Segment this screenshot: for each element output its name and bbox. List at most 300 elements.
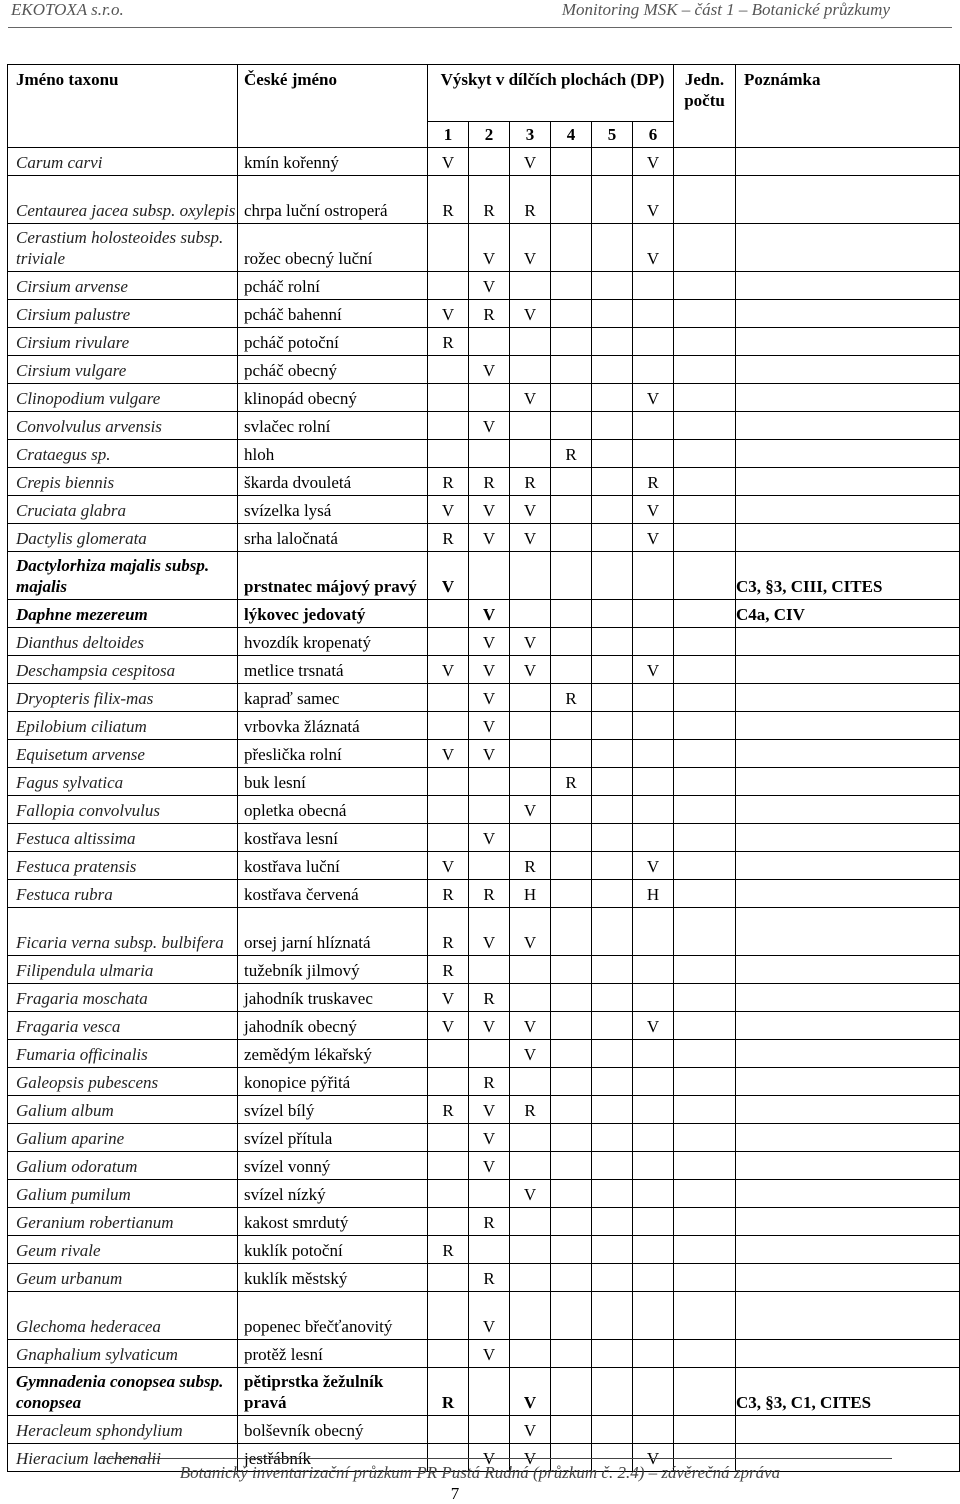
count-unit-cell <box>674 1292 736 1340</box>
occurrence-cell: V <box>469 656 510 684</box>
occurrence-cell <box>592 740 633 768</box>
count-unit-cell <box>674 176 736 224</box>
occurrence-cell: R <box>428 908 469 956</box>
occurrence-cell <box>592 1340 633 1368</box>
occurrence-cell <box>551 880 592 908</box>
latin-name-cell: Centaurea jacea subsp. oxylepis <box>8 176 238 224</box>
occurrence-cell <box>551 272 592 300</box>
czech-name-cell: svízel přítula <box>238 1124 428 1152</box>
occurrence-cell <box>510 824 551 852</box>
note-cell <box>736 176 960 224</box>
czech-name-cell: svízelka lysá <box>238 496 428 524</box>
latin-name-cell: Cirsium palustre <box>8 300 238 328</box>
occurrence-cell <box>551 908 592 956</box>
note-cell <box>736 1292 960 1340</box>
occurrence-cell: V <box>428 984 469 1012</box>
czech-name-cell: kostřava lesní <box>238 824 428 852</box>
czech-name-cell: srha laločnatá <box>238 524 428 552</box>
latin-name-cell: Cirsium vulgare <box>8 356 238 384</box>
latin-name-cell: Crataegus sp. <box>8 440 238 468</box>
occurrence-cell: R <box>551 440 592 468</box>
footer-text: Botanický inventarizační průzkum PR Pustá Rudná (průzkum č. 2.4) – závěrečná zpráva <box>179 1463 781 1482</box>
note-cell <box>736 148 960 176</box>
occurrence-cell <box>510 272 551 300</box>
page-number: 7 <box>450 1484 460 1503</box>
note-cell <box>736 984 960 1012</box>
occurrence-cell: V <box>469 908 510 956</box>
latin-name-cell: Galeopsis pubescens <box>8 1068 238 1096</box>
czech-name-cell: kuklík městský <box>238 1264 428 1292</box>
occurrence-cell <box>633 1040 674 1068</box>
note-cell <box>736 656 960 684</box>
plot-number: 4 <box>551 122 592 148</box>
occurrence-cell <box>469 384 510 412</box>
occurrence-cell <box>633 356 674 384</box>
occurrence-cell <box>551 328 592 356</box>
note-cell <box>736 1012 960 1040</box>
occurrence-cell: R <box>469 1208 510 1236</box>
occurrence-cell: V <box>469 600 510 628</box>
occurrence-cell <box>428 1180 469 1208</box>
czech-name-cell: kostřava červená <box>238 880 428 908</box>
occurrence-cell <box>633 1208 674 1236</box>
table-row <box>8 1068 960 1096</box>
czech-name-cell: hloh <box>238 440 428 468</box>
occurrence-cell: R <box>469 880 510 908</box>
note-cell: C4a, CIV <box>736 600 960 628</box>
occurrence-cell: V <box>510 1416 551 1444</box>
note-cell <box>736 1152 960 1180</box>
occurrence-cell <box>551 984 592 1012</box>
occurrence-cell: V <box>469 356 510 384</box>
occurrence-cell: R <box>469 984 510 1012</box>
occurrence-cell <box>551 852 592 880</box>
occurrence-cell <box>428 1264 469 1292</box>
table-row <box>8 984 960 1012</box>
occurrence-cell <box>510 412 551 440</box>
occurrence-cell <box>592 300 633 328</box>
occurrence-cell <box>551 552 592 600</box>
occurrence-cell <box>428 1340 469 1368</box>
occurrence-cell <box>510 1236 551 1264</box>
occurrence-cell <box>510 356 551 384</box>
occurrence-cell <box>551 176 592 224</box>
czech-name-cell: svízel vonný <box>238 1152 428 1180</box>
note-cell <box>736 300 960 328</box>
occurrence-cell <box>551 1368 592 1416</box>
occurrence-cell: V <box>633 524 674 552</box>
latin-name-cell: Festuca altissima <box>8 824 238 852</box>
count-unit-cell <box>674 1040 736 1068</box>
note-cell <box>736 712 960 740</box>
latin-name-cell: Cirsium arvense <box>8 272 238 300</box>
occurrence-cell: V <box>510 1444 551 1472</box>
latin-name-cell: Gymnadenia conopsea subsp. conopsea <box>8 1368 238 1416</box>
count-unit-cell <box>674 984 736 1012</box>
occurrence-cell <box>510 684 551 712</box>
count-unit-cell <box>674 1340 736 1368</box>
occurrence-cell <box>633 1096 674 1124</box>
occurrence-cell <box>551 356 592 384</box>
latin-name-cell: Gnaphalium sylvaticum <box>8 1340 238 1368</box>
occurrence-cell <box>592 328 633 356</box>
table-row <box>8 1416 960 1444</box>
occurrence-cell: V <box>469 1124 510 1152</box>
note-cell <box>736 328 960 356</box>
count-unit-cell <box>674 552 736 600</box>
occurrence-cell <box>592 984 633 1012</box>
note-cell <box>736 1180 960 1208</box>
occurrence-cell <box>469 852 510 880</box>
occurrence-cell: V <box>469 496 510 524</box>
latin-name-cell: Dactylis glomerata <box>8 524 238 552</box>
occurrence-cell: V <box>469 524 510 552</box>
table-row <box>8 300 960 328</box>
occurrence-cell <box>469 768 510 796</box>
czech-name-cell: svízel nízký <box>238 1180 428 1208</box>
table-row <box>8 468 960 496</box>
czech-name-cell: tužebník jilmový <box>238 956 428 984</box>
occurrence-cell <box>469 328 510 356</box>
latin-name-cell: Crepis biennis <box>8 468 238 496</box>
occurrence-cell: R <box>510 176 551 224</box>
latin-name-cell: Galium pumilum <box>8 1180 238 1208</box>
table-row <box>8 1180 960 1208</box>
latin-name-cell: Cirsium rivulare <box>8 328 238 356</box>
occurrence-cell <box>510 1208 551 1236</box>
occurrence-cell <box>551 1068 592 1096</box>
occurrence-cell <box>592 524 633 552</box>
table-row <box>8 1124 960 1152</box>
occurrence-cell: V <box>469 1340 510 1368</box>
note-cell <box>736 908 960 956</box>
table-row <box>8 440 960 468</box>
table-row <box>8 1152 960 1180</box>
occurrence-cell <box>469 1040 510 1068</box>
occurrence-cell <box>428 1124 469 1152</box>
occurrence-cell: V <box>633 384 674 412</box>
occurrence-cell <box>592 176 633 224</box>
occurrence-cell <box>592 356 633 384</box>
latin-name-cell: Fragaria vesca <box>8 1012 238 1040</box>
occurrence-cell: V <box>633 496 674 524</box>
table-row <box>8 796 960 824</box>
czech-name-cell: hvozdík kropenatý <box>238 628 428 656</box>
occurrence-cell <box>592 272 633 300</box>
occurrence-cell: V <box>510 628 551 656</box>
occurrence-cell <box>633 684 674 712</box>
occurrence-cell: V <box>510 224 551 272</box>
occurrence-cell <box>469 1236 510 1264</box>
occurrence-cell <box>428 824 469 852</box>
occurrence-cell <box>592 628 633 656</box>
occurrence-cell: V <box>510 148 551 176</box>
table-body <box>8 65 960 1472</box>
table-row <box>8 552 960 600</box>
occurrence-cell <box>592 1236 633 1264</box>
table-row <box>8 328 960 356</box>
czech-name-cell: orsej jarní hlíznatá <box>238 908 428 956</box>
czech-name-cell: svlačec rolní <box>238 412 428 440</box>
note-cell <box>736 956 960 984</box>
occurrence-cell <box>592 552 633 600</box>
occurrence-cell <box>592 768 633 796</box>
note-cell <box>736 1040 960 1068</box>
table-row <box>8 628 960 656</box>
count-unit-cell <box>674 412 736 440</box>
table-row <box>8 712 960 740</box>
occurrence-cell: V <box>428 740 469 768</box>
count-unit-cell <box>674 384 736 412</box>
czech-name-cell: klinopád obecný <box>238 384 428 412</box>
czech-name-cell: konopice pýřitá <box>238 1068 428 1096</box>
note-cell <box>736 1416 960 1444</box>
occurrence-cell <box>428 1208 469 1236</box>
occurrence-cell <box>633 1124 674 1152</box>
count-unit-cell <box>674 956 736 984</box>
occurrence-cell <box>633 1068 674 1096</box>
occurrence-cell <box>592 224 633 272</box>
count-unit-cell <box>674 1208 736 1236</box>
czech-name-cell: jahodník truskavec <box>238 984 428 1012</box>
occurrence-cell: V <box>469 740 510 768</box>
occurrence-cell <box>469 1368 510 1416</box>
occurrence-cell <box>592 824 633 852</box>
latin-name-cell: Dryopteris filix-mas <box>8 684 238 712</box>
occurrence-cell <box>551 412 592 440</box>
occurrence-cell <box>633 1152 674 1180</box>
occurrence-cell <box>592 1012 633 1040</box>
table-row <box>8 496 960 524</box>
occurrence-cell: V <box>469 824 510 852</box>
note-cell <box>736 224 960 272</box>
latin-name-cell: Cruciata glabra <box>8 496 238 524</box>
count-unit-cell <box>674 440 736 468</box>
czech-name-cell: vrbovka žláznatá <box>238 712 428 740</box>
occurrence-cell <box>592 1040 633 1068</box>
occurrence-cell: V <box>633 852 674 880</box>
occurrence-cell: R <box>551 768 592 796</box>
czech-name-cell: metlice trsnatá <box>238 656 428 684</box>
occurrence-cell: R <box>428 1368 469 1416</box>
occurrence-cell <box>551 1040 592 1068</box>
occurrence-cell: V <box>633 1012 674 1040</box>
table-row <box>8 740 960 768</box>
latin-name-cell: Festuca pratensis <box>8 852 238 880</box>
count-unit-cell <box>674 272 736 300</box>
note-cell <box>736 272 960 300</box>
occurrence-cell <box>510 712 551 740</box>
count-unit-cell <box>674 1124 736 1152</box>
occurrence-cell: V <box>510 1180 551 1208</box>
occurrence-cell: V <box>633 1444 674 1472</box>
occurrence-cell <box>633 1264 674 1292</box>
occurrence-cell <box>551 1236 592 1264</box>
latin-name-cell: Fagus sylvatica <box>8 768 238 796</box>
header-divider <box>8 27 952 28</box>
czech-name-cell: kapraď samec <box>238 684 428 712</box>
latin-name-cell: Deschampsia cespitosa <box>8 656 238 684</box>
czech-name-cell: buk lesní <box>238 768 428 796</box>
occurrence-cell: V <box>469 1444 510 1472</box>
occurrence-cell: V <box>428 496 469 524</box>
count-unit-cell <box>674 1068 736 1096</box>
latin-name-cell: Cerastium holosteoides subsp. triviale <box>8 224 238 272</box>
count-unit-cell <box>674 1368 736 1416</box>
occurrence-cell: V <box>469 1152 510 1180</box>
occurrence-cell <box>592 1416 633 1444</box>
czech-name-cell: pcháč potoční <box>238 328 428 356</box>
occurrence-cell <box>428 224 469 272</box>
table-row <box>8 768 960 796</box>
plot-number: 6 <box>633 122 674 148</box>
occurrence-cell <box>551 1416 592 1444</box>
czech-name-cell: pětiprstka žežulník pravá <box>238 1368 428 1416</box>
column-header-latin-name: Jméno taxonu <box>8 65 238 148</box>
table-row <box>8 880 960 908</box>
latin-name-cell: Fumaria officinalis <box>8 1040 238 1068</box>
occurrence-cell: V <box>510 524 551 552</box>
occurrence-cell <box>592 412 633 440</box>
occurrence-cell <box>592 684 633 712</box>
occurrence-cell <box>469 440 510 468</box>
table-row <box>8 656 960 684</box>
occurrence-cell: V <box>633 224 674 272</box>
count-unit-cell <box>674 1264 736 1292</box>
note-cell <box>736 768 960 796</box>
occurrence-cell <box>510 984 551 1012</box>
note-cell <box>736 1340 960 1368</box>
occurrence-cell <box>510 1152 551 1180</box>
plot-number: 2 <box>469 122 510 148</box>
occurrence-cell <box>633 824 674 852</box>
count-unit-cell <box>674 300 736 328</box>
count-unit-cell <box>674 796 736 824</box>
note-cell <box>736 496 960 524</box>
occurrence-cell: V <box>469 1292 510 1340</box>
occurrence-cell <box>428 1152 469 1180</box>
occurrence-cell: R <box>551 684 592 712</box>
occurrence-cell <box>633 1236 674 1264</box>
table-row <box>8 600 960 628</box>
czech-name-cell: kakost smrdutý <box>238 1208 428 1236</box>
latin-name-cell: Daphne mezereum <box>8 600 238 628</box>
occurrence-cell <box>592 496 633 524</box>
latin-name-cell: Hieracium lachenalii <box>8 1444 238 1472</box>
occurrence-cell <box>551 656 592 684</box>
table-row <box>8 1340 960 1368</box>
occurrence-cell <box>510 956 551 984</box>
occurrence-cell <box>633 768 674 796</box>
czech-name-cell: přeslička rolní <box>238 740 428 768</box>
occurrence-cell <box>510 328 551 356</box>
table-row <box>8 384 960 412</box>
occurrence-cell <box>551 1152 592 1180</box>
occurrence-cell: V <box>469 224 510 272</box>
occurrence-cell <box>551 224 592 272</box>
occurrence-cell <box>551 496 592 524</box>
note-cell <box>736 1096 960 1124</box>
occurrence-cell: V <box>428 852 469 880</box>
occurrence-cell: V <box>469 1012 510 1040</box>
occurrence-cell <box>428 412 469 440</box>
table-row <box>8 412 960 440</box>
count-unit-cell <box>674 1012 736 1040</box>
occurrence-cell: V <box>633 176 674 224</box>
count-unit-cell <box>674 224 736 272</box>
occurrence-cell: R <box>428 880 469 908</box>
table-row <box>8 148 960 176</box>
czech-name-cell: prstnatec májový pravý <box>238 552 428 600</box>
taxon-table <box>7 64 960 1472</box>
occurrence-cell <box>592 1124 633 1152</box>
occurrence-cell <box>633 1416 674 1444</box>
latin-name-cell: Heracleum sphondylium <box>8 1416 238 1444</box>
occurrence-cell <box>551 1264 592 1292</box>
occurrence-cell <box>633 1180 674 1208</box>
occurrence-cell <box>510 1124 551 1152</box>
occurrence-cell <box>469 552 510 600</box>
occurrence-cell <box>510 740 551 768</box>
count-unit-cell <box>674 148 736 176</box>
occurrence-cell: R <box>510 852 551 880</box>
header-company: EKOTOXA s.r.o. <box>11 0 124 19</box>
table-row <box>8 1012 960 1040</box>
count-unit-cell <box>674 1416 736 1444</box>
czech-name-cell: škarda dvouletá <box>238 468 428 496</box>
count-unit-cell <box>674 356 736 384</box>
latin-name-cell: Galium aparine <box>8 1124 238 1152</box>
plot-number: 5 <box>592 122 633 148</box>
occurrence-cell <box>551 148 592 176</box>
occurrence-cell: R <box>428 176 469 224</box>
occurrence-cell <box>592 1292 633 1340</box>
occurrence-cell <box>428 1068 469 1096</box>
czech-name-cell: lýkovec jedovatý <box>238 600 428 628</box>
count-unit-cell <box>674 468 736 496</box>
note-cell <box>736 1264 960 1292</box>
count-unit-cell <box>674 1236 736 1264</box>
occurrence-cell: V <box>510 1368 551 1416</box>
note-cell <box>736 684 960 712</box>
occurrence-cell <box>469 148 510 176</box>
occurrence-cell <box>510 600 551 628</box>
occurrence-cell <box>469 1180 510 1208</box>
table-row <box>8 684 960 712</box>
note-cell: C3, §3, C1, CITES <box>736 1368 960 1416</box>
note-cell <box>736 1124 960 1152</box>
occurrence-cell <box>551 600 592 628</box>
occurrence-cell: V <box>510 796 551 824</box>
occurrence-cell <box>469 796 510 824</box>
occurrence-cell <box>551 1124 592 1152</box>
latin-name-cell: Dactylorhiza majalis subsp. majalis <box>8 552 238 600</box>
czech-name-cell: jestřábník <box>238 1444 428 1472</box>
table-row <box>8 524 960 552</box>
count-unit-cell <box>674 1152 736 1180</box>
table-row <box>8 1208 960 1236</box>
occurrence-cell <box>510 1264 551 1292</box>
latin-name-cell: Ficaria verna subsp. bulbifera <box>8 908 238 956</box>
occurrence-cell <box>633 600 674 628</box>
occurrence-cell: V <box>469 412 510 440</box>
table-row <box>8 956 960 984</box>
latin-name-cell: Festuca rubra <box>8 880 238 908</box>
occurrence-cell: V <box>633 656 674 684</box>
occurrence-cell <box>551 1208 592 1236</box>
latin-name-cell: Epilobium ciliatum <box>8 712 238 740</box>
note-cell <box>736 1208 960 1236</box>
